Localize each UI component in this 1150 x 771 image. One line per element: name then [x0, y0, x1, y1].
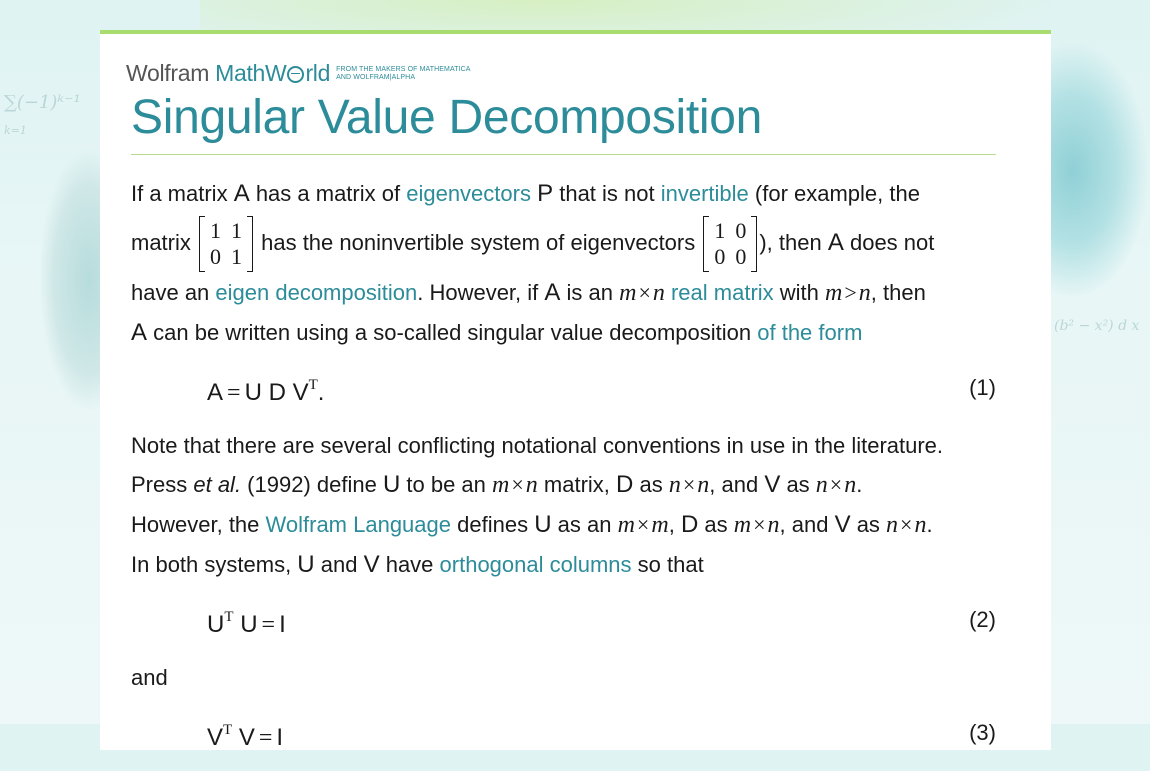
symbol-P: P — [537, 180, 554, 207]
symbol-V: V — [238, 724, 255, 751]
matrix-eigenvectors — [703, 216, 757, 272]
content-panel — [100, 30, 1051, 750]
globe-icon — [287, 66, 304, 83]
text: as — [633, 472, 669, 497]
math-n: n — [652, 280, 665, 306]
text: does not — [843, 230, 935, 255]
matrix-cell: 1 — [231, 218, 242, 244]
text: Press — [131, 472, 194, 497]
math-n: n — [525, 472, 538, 498]
logo-tagline-line1: FROM THE MAKERS OF MATHEMATICA — [336, 66, 471, 73]
text: . However, if — [417, 280, 545, 305]
times-sign: × — [829, 472, 843, 497]
symbol-A: A — [233, 180, 250, 207]
matrix-cell: 1 — [210, 218, 221, 244]
text: have an — [131, 280, 216, 305]
right-bracket — [751, 216, 757, 272]
symbol-I: I — [279, 611, 286, 638]
text: and — [314, 552, 364, 577]
article-body — [131, 174, 996, 771]
wolfram-mathworld-logo[interactable] — [126, 60, 471, 87]
text: , and — [709, 472, 765, 497]
greater-than-sign: > — [844, 280, 857, 305]
symbol-I: I — [276, 724, 284, 751]
times-sign: × — [511, 472, 524, 497]
text: has the noninvertible system of eigenvectors — [255, 230, 702, 255]
para2-line4 — [131, 545, 996, 584]
background-formula-left: ∑(−1)ᵏ⁻¹ — [4, 92, 81, 113]
symbol-U: U — [297, 551, 315, 578]
equation-1-number: (1) — [969, 375, 996, 400]
para1-line3 — [131, 273, 996, 313]
times-sign: × — [900, 512, 913, 537]
link-wolfram-language[interactable]: Wolfram Language — [265, 512, 452, 537]
equation-2 — [131, 592, 996, 648]
math-n: n — [668, 472, 681, 498]
period: . — [856, 472, 863, 497]
text: as — [698, 512, 734, 537]
text: as an — [551, 512, 618, 537]
para2-line1: Note that there are several conflicting notational conventions in use in the literature. — [131, 433, 944, 458]
symbol-U: U — [240, 611, 258, 638]
period: . — [317, 379, 325, 406]
logo-tagline-line2: AND WOLFRAM|ALPHA — [336, 74, 416, 81]
symbol-A: A — [827, 229, 844, 256]
logo-wolfram-text: Wolfram — [126, 60, 210, 86]
background-formula-right: (b² − x²) d x — [1054, 318, 1140, 334]
matrix-cell: 1 — [714, 218, 726, 244]
equals-sign: = — [261, 612, 276, 638]
transpose-superscript: T — [308, 377, 318, 393]
symbol-A: A — [207, 379, 224, 406]
para1-line2 — [131, 213, 996, 273]
symbol-D: D — [680, 511, 699, 538]
times-sign: × — [636, 512, 650, 537]
text: matrix — [131, 230, 197, 255]
times-sign: × — [753, 512, 766, 537]
link-real-matrix[interactable]: real matrix — [670, 280, 774, 305]
matrix-cell: 0 — [735, 244, 747, 270]
math-n: n — [914, 512, 927, 538]
equation-1 — [131, 360, 996, 416]
equation-3-number: (3) — [969, 720, 996, 745]
matrix-cell: 0 — [735, 218, 747, 244]
text: matrix, — [537, 472, 617, 497]
comma: , — [668, 512, 675, 537]
symbol-U: U — [207, 611, 225, 638]
symbol-U: U — [382, 471, 401, 498]
math-m: m — [492, 472, 510, 498]
text-et-al: et al. — [193, 472, 242, 497]
page-title: Singular Value Decomposition — [131, 91, 763, 144]
symbol-V: V — [363, 551, 380, 578]
link-orthogonal-columns[interactable]: orthogonal columns — [439, 552, 632, 577]
text: as — [780, 472, 816, 497]
symbol-D: D — [616, 471, 634, 498]
link-invertible[interactable]: invertible — [660, 181, 749, 206]
text: to be an — [400, 472, 493, 497]
matrix-cell: 0 — [714, 244, 726, 270]
matrix-example — [199, 216, 253, 272]
text: ), then — [759, 230, 828, 255]
transpose-superscript: T — [224, 609, 234, 625]
symbol-V: V — [764, 471, 781, 498]
text: (for example, the — [748, 181, 920, 206]
link-eigenvectors[interactable]: eigenvectors — [406, 181, 531, 206]
link-eigen-decomposition[interactable]: eigen decomposition — [215, 280, 418, 305]
symbol-U: U — [244, 379, 262, 406]
logo-mathworld-part-b: rld — [305, 60, 331, 86]
symbol-A: A — [131, 319, 148, 346]
text: so that — [631, 552, 704, 577]
and-text: and — [131, 665, 168, 690]
text: , and — [779, 512, 835, 537]
logo-mathworld-part-a: MathW — [215, 60, 287, 86]
text: However, the — [131, 512, 266, 537]
matrix-cell: 1 — [231, 244, 242, 270]
symbol-V: V — [834, 511, 851, 538]
para1-line1 — [131, 174, 996, 213]
text: If a matrix — [131, 181, 234, 206]
link-of-the-form[interactable]: of the form — [757, 320, 863, 345]
transpose-superscript: T — [223, 722, 233, 738]
logo-mathworld-text — [215, 60, 330, 87]
math-n: n — [697, 472, 710, 498]
symbol-V: V — [207, 724, 224, 751]
math-m: m — [619, 280, 637, 306]
text: can be written using a so-called singular value decomposition — [147, 320, 758, 345]
math-n: n — [844, 472, 857, 498]
times-sign: × — [682, 472, 696, 497]
matrix-cell: 0 — [210, 244, 221, 270]
equals-sign: = — [258, 725, 273, 751]
math-m: m — [825, 280, 843, 306]
symbol-D: D — [268, 379, 286, 406]
equation-2-formula — [207, 598, 286, 645]
equation-1-formula — [207, 366, 324, 413]
math-m: m — [651, 512, 669, 538]
para1-line4 — [131, 313, 996, 352]
equation-3-formula — [207, 711, 283, 758]
times-sign: × — [638, 280, 651, 305]
text: has a matrix of — [249, 181, 407, 206]
math-m: m — [733, 512, 752, 538]
equation-2-number: (2) — [969, 607, 996, 632]
equals-sign: = — [227, 380, 241, 406]
text: (1992) define — [241, 472, 383, 497]
math-n: n — [886, 512, 899, 538]
logo-tagline — [336, 66, 470, 82]
text: as — [850, 512, 887, 537]
text: is an — [560, 280, 620, 305]
math-n: n — [858, 280, 871, 306]
para2-line3 — [131, 505, 996, 545]
equation-3 — [131, 705, 996, 761]
math-n: n — [767, 512, 780, 538]
background-shape-right — [1040, 40, 1150, 300]
math-m: m — [617, 512, 635, 538]
text: defines — [451, 512, 535, 537]
text: that is not — [553, 181, 661, 206]
symbol-U: U — [534, 511, 552, 538]
text: have — [379, 552, 440, 577]
symbol-A: A — [544, 279, 561, 306]
math-n: n — [815, 472, 828, 498]
symbol-V: V — [292, 379, 309, 406]
period: . — [926, 512, 933, 537]
background-formula-left-sub: k=1 — [4, 124, 27, 137]
text: , then — [870, 280, 926, 305]
right-bracket — [247, 216, 253, 272]
para2-line2 — [131, 465, 996, 505]
text: In both systems, — [131, 552, 298, 577]
title-divider — [131, 154, 996, 155]
text: with — [773, 280, 826, 305]
